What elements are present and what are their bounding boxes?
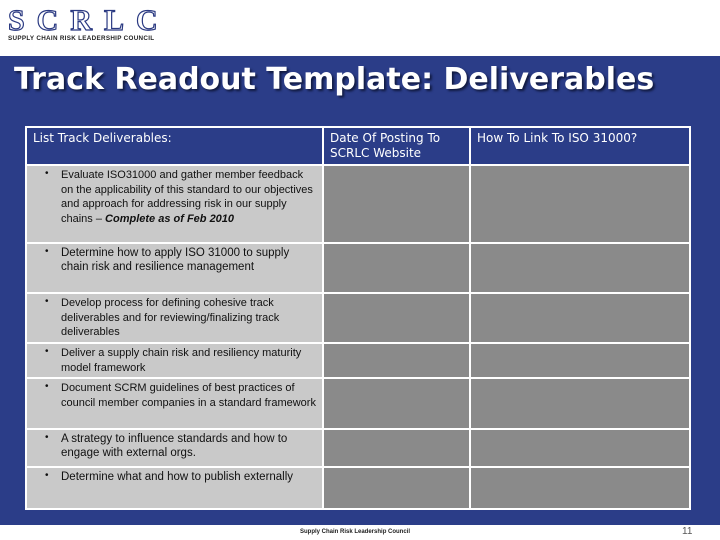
bullet-icon: • — [45, 381, 49, 392]
date-cell — [323, 243, 470, 293]
deliverable-text: Determine what and how to publish externally — [61, 471, 294, 483]
iso-link-cell — [470, 165, 690, 243]
bullet-icon: • — [45, 432, 49, 443]
deliverable-cell — [26, 243, 323, 293]
iso-link-cell — [470, 293, 690, 343]
deliverable-text: Evaluate ISO31000 and gather member feedback on the applicability of this standard to our objectives and approach for addressing risk in our supply chains – — [61, 169, 313, 225]
deliverable-cell — [26, 378, 323, 429]
header-iso-link: How To Link To ISO 31000? — [470, 127, 690, 165]
table-row — [26, 243, 690, 293]
header — [0, 0, 720, 56]
page-number: 11 — [682, 526, 693, 537]
iso-link-cell — [470, 243, 690, 293]
iso-link-cell — [470, 378, 690, 429]
logo-subtitle: SUPPLY CHAIN RISK LEADERSHIP COUNCIL — [8, 35, 155, 42]
table-row — [26, 467, 690, 509]
deliverable-cell — [26, 429, 323, 467]
table-row — [26, 165, 690, 243]
date-cell — [323, 429, 470, 467]
deliverable-text: A strategy to influence standards and how to engage with external orgs. — [61, 433, 288, 459]
footer-text: Supply Chain Risk Leadership Council — [300, 529, 411, 535]
table-header-row — [26, 127, 690, 165]
deliverable-text: Determine how to apply ISO 31000 to supply chain risk and resilience management — [61, 247, 290, 273]
date-cell — [323, 467, 470, 509]
date-cell — [323, 293, 470, 343]
deliverable-text: Document SCRM guidelines of best practices of council member companies in a standard framework — [61, 382, 316, 409]
table-row — [26, 429, 690, 467]
iso-link-cell — [470, 467, 690, 509]
bullet-icon: • — [45, 168, 49, 179]
logo: SCRLC — [8, 4, 170, 37]
bullet-icon: • — [45, 346, 49, 357]
deliverable-text: Deliver a supply chain risk and resiliency maturity model framework — [61, 347, 302, 374]
date-cell — [323, 165, 470, 243]
deliverables-table — [25, 126, 691, 510]
deliverable-cell — [26, 467, 323, 509]
deliverable-cell — [26, 343, 323, 378]
deliverable-status: Complete as of Feb 2010 — [105, 212, 235, 225]
date-cell — [323, 343, 470, 378]
deliverable-cell — [26, 293, 323, 343]
slide-title: Track Readout Template: Deliverables — [14, 62, 655, 97]
slide — [0, 56, 720, 540]
deliverable-text: Develop process for defining cohesive track deliverables and for reviewing/finalizing track deliverables — [61, 297, 280, 338]
iso-link-cell — [470, 343, 690, 378]
table-row — [26, 343, 690, 378]
header-date-posting: Date Of Posting To SCRLC Website — [323, 127, 470, 165]
date-cell — [323, 378, 470, 429]
bullet-icon: • — [45, 296, 49, 307]
header-deliverables: List Track Deliverables: — [26, 127, 323, 165]
bullet-icon: • — [45, 246, 49, 257]
iso-link-cell — [470, 429, 690, 467]
bullet-icon: • — [45, 470, 49, 481]
deliverable-cell — [26, 165, 323, 243]
table-row — [26, 378, 690, 429]
deliverables-table-container — [25, 126, 689, 510]
table-row — [26, 293, 690, 343]
